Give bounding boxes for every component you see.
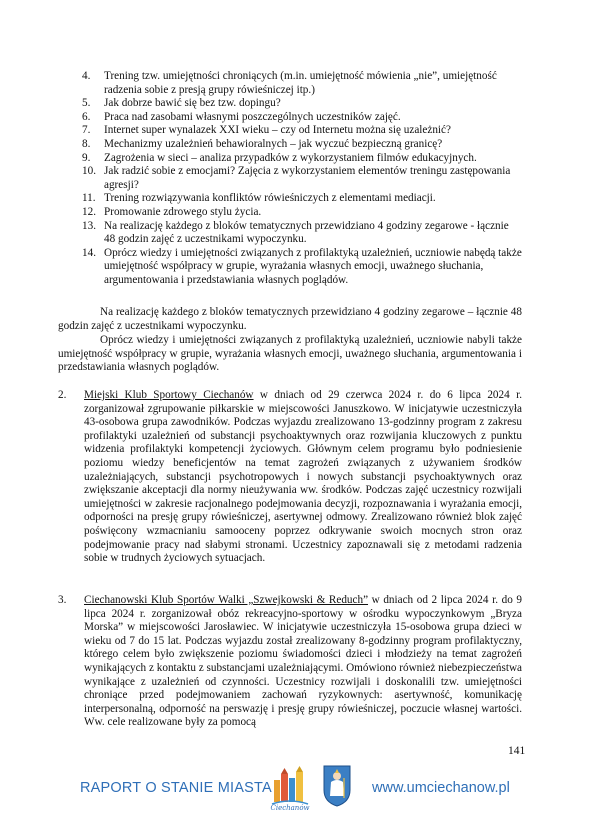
section-number: 2. [58, 389, 67, 401]
section-cksw [58, 594, 522, 730]
section-number: 3. [58, 594, 67, 606]
list-item-text: Mechanizmy uzależnień behawioralnych – jak wyczuć bezpieczną granicę? [104, 137, 443, 150]
list-item-text: Trening tzw. umiejętności chroniących (m.in. umiejętność mówienia „nie”, umiejętność radzenia sobie z presją grupy rówieśniczej itp.) [104, 70, 497, 96]
club-name: Miejski Klub Sportowy Ciechanów [84, 389, 254, 401]
list-item [82, 192, 522, 206]
page-number: 141 [508, 745, 526, 757]
list-item [82, 206, 522, 220]
list-item-number: 9. [82, 151, 91, 164]
list-item [82, 152, 522, 166]
list-item [82, 138, 522, 152]
list-item-text: Zagrożenia w sieci – analiza przypadków z wykorzystaniem filmów edukacyjnych. [104, 151, 477, 164]
paragraph-hours: Na realizację każdego z bloków tematycznych przewidziano 4 godziny zegarowe – łącznie 48 godzin zajęć z uczestnikami wypoczynku. [58, 306, 522, 332]
section-text: w dniach od 2 lipca 2024 r. do 9 lipca 2024 r. zorganizował obóz rekreacyjno-sportowy w ośrodku wypoczynkowym „Bryza Morska” w miejscowości Jarosławiec. W inicjatywie uczestniczyła 15-osobowa grupa dzieci w wieku od 7 do 15 lat. Podczas wyjazdu został zrealizowany 8-godzinny program profilaktyczny, którego celem było zwiększenie poziomu świadomości dzieci i młodzieży na temat zagrożeń wynikających z kontaktu z substancjami uzależniającymi. Omówiono również niebezpieczeństwa wynikające z uzależnień od czynności. Uczestnicy rozwijali i doskonalili tzw. umiejętności chroniące przed podejmowaniem zachowań ryzykownych: asertywność, komunikację interpersonalną, odporność na perswazję i presję grupy rówieśniczej, poczucie własnej wartości. Ww. cele realizowane były za pomocą [84, 594, 522, 729]
list-item [82, 124, 522, 138]
club-name: Ciechanowski Klub Sportów Walki „Szwejkowski & Reduch” [84, 594, 369, 606]
city-logo-icon [268, 766, 312, 812]
list-item-number: 7. [82, 124, 91, 137]
list-item-number: 10. [82, 165, 96, 178]
list-item-text: Oprócz wiedzy i umiejętności związanych z profilaktyką uzależnień, uczniowie nabędą także umiejętność współpracy w grupie, wyrażania własnych emocji, uważnego słuchania, argumentowania i przedstawiania własnych poglądów. [104, 246, 522, 286]
list-item-text: Praca nad zasobami własnymi poszczególnych uczestników zajęć. [104, 110, 401, 123]
list-item [82, 165, 522, 192]
list-item-number: 12. [82, 205, 96, 218]
list-item-number: 5. [82, 97, 91, 110]
list-item-number: 6. [82, 110, 91, 123]
footer [0, 762, 594, 822]
list-item-number: 4. [82, 70, 91, 82]
list-item-text: Trening rozwiązywania konfliktów rówieśniczych z elementami mediacji. [104, 192, 436, 205]
footer-report-title: RAPORT O STANIE MIASTA [80, 780, 272, 796]
list-item [82, 111, 522, 125]
footer-website: www.umciechanow.pl [372, 780, 510, 796]
list-item-number: 14. [82, 246, 96, 259]
list-item [82, 247, 522, 288]
section-mks-ciechanow [58, 389, 522, 566]
list-item-text: Internet super wynalazek XXI wieku – czy od Internetu można się uzależnić? [104, 124, 451, 137]
list-item-number: 13. [82, 219, 96, 232]
coat-of-arms-icon [322, 764, 352, 808]
list-item [82, 70, 522, 97]
section-text: w dniach od 29 czerwca 2024 r. do 6 lipca 2024 r. zorganizował zgrupowanie piłkarskie w miejscowości Januszkowo. W inicjatywie uczestniczyła 43-osobowa grupa zawodników. Podczas wyjazdu zrealizowano 13-godzinny program z zakresu profilaktyki uzależnień od substancji psychoaktywnych oraz rozwijania kluczowych z punktu widzenia profilaktyki kompetencji życiowych. Głównym celem programu było podniesienie poziomu wiedzy beneficjentów na temat zagrożeń związanych z używaniem środków uzależniających, substancji psychotropowych i nowych substancji psychoaktywnych oraz zwiększanie akceptacji dla normy nieużywania ww. środków. Podczas zajęć uczestnicy rozwijali umiejętności w zakresie racjonalnego podejmowania decyzji, rozpoznawania i wyrażania emocji, odporności na presję grupy rówieśniczej, asertywnej odmowy. Zrealizowano również blok zajęć poświęcony wzmacnianiu samooceny poprzez odkrywanie swoich mocnych stron oraz podejmowanie pracy nad słabymi stronami. Uczestnicy zapoznawali się z metodami radzenia sobie w trudnych życiowych sytuacjach. [84, 389, 522, 565]
paragraph-skills: Oprócz wiedzy i umiejętności związanych z profilaktyką uzależnień, uczniowie nabyli także umiejętność współpracy w grupie, wyrażania własnych emocji, uważnego słuchania, argumentowania i przedstawiania własnych poglądów. [58, 334, 522, 374]
list-item-number: 11. [82, 192, 96, 205]
logo-text: Ciechanów [270, 804, 310, 812]
list-item [82, 220, 522, 247]
list-item-text: Jak dobrze bawić się bez tzw. dopingu? [104, 97, 281, 110]
program-topics-list [82, 70, 522, 288]
list-item-text: Na realizację każdego z bloków tematycznych przewidziano 4 godziny zegarowe - łącznie 48 godzin zajęć z uczestnikami wypoczynku. [104, 219, 509, 246]
list-item-text: Jak radzić sobie z emocjami? Zajęcia z wykorzystaniem elementów treningu zastępowania agresji? [104, 165, 511, 191]
list-item-text: Promowanie zdrowego stylu życia. [104, 205, 262, 218]
list-item-number: 8. [82, 137, 91, 150]
list-item [82, 97, 522, 111]
